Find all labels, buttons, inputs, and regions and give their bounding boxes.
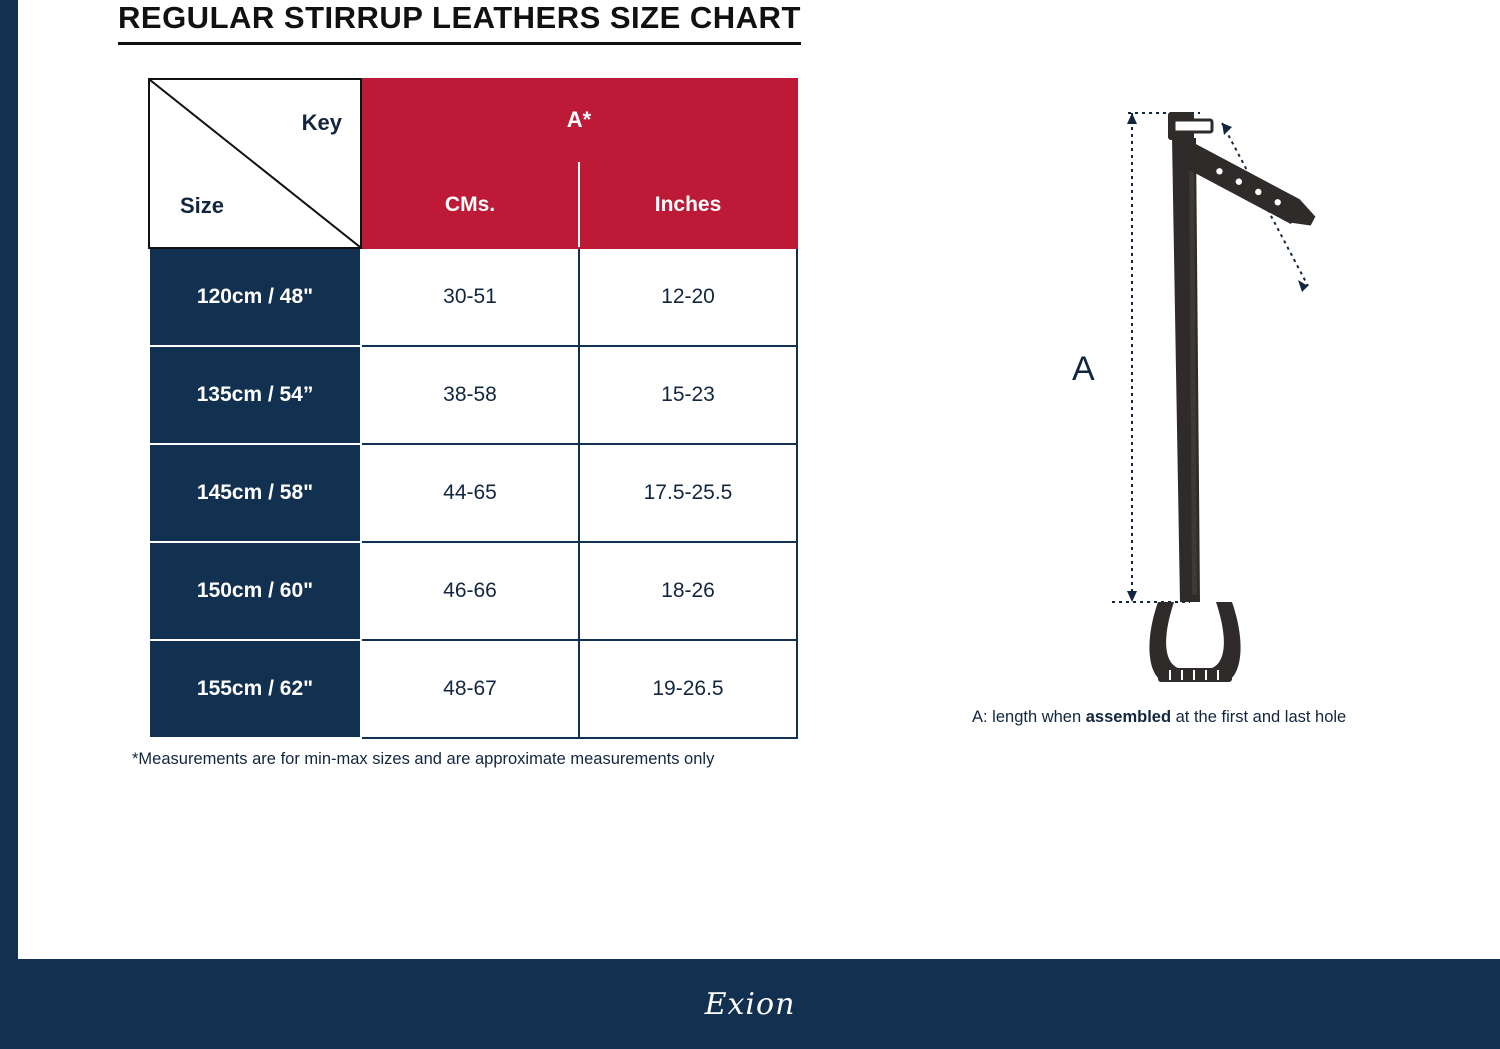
row-size-label: 155cm / 62" xyxy=(149,640,361,738)
diagram-caption xyxy=(972,708,1346,727)
caption-suffix: at the first and last hole xyxy=(1171,708,1347,726)
key-axis-label: Key xyxy=(301,110,342,135)
table-row xyxy=(149,640,797,738)
row-value-cms: 38-58 xyxy=(361,346,579,444)
row-size-label: 150cm / 60" xyxy=(149,542,361,640)
row-value-cms: 44-65 xyxy=(361,444,579,542)
table-row xyxy=(149,346,797,444)
row-value-cms: 46-66 xyxy=(361,542,579,640)
table-corner-cell xyxy=(149,79,361,248)
row-value-cms: 48-67 xyxy=(361,640,579,738)
column-group-header-a: A* xyxy=(361,79,797,161)
page-title: REGULAR STIRRUP LEATHERS SIZE CHART xyxy=(118,0,801,45)
row-value-inches: 17.5-25.5 xyxy=(579,444,797,542)
row-value-inches: 19-26.5 xyxy=(579,640,797,738)
table-header-row-1 xyxy=(149,79,797,161)
table-row xyxy=(149,248,797,346)
row-size-label: 120cm / 48" xyxy=(149,248,361,346)
caption-prefix: A: length when xyxy=(972,708,1086,726)
row-value-cms: 30-51 xyxy=(361,248,579,346)
caption-bold-word: assembled xyxy=(1085,708,1172,726)
stirrup-leather-illustration-icon xyxy=(1040,90,1460,710)
footer-bar xyxy=(0,959,1500,1049)
size-chart-table xyxy=(148,78,798,739)
column-header-cms: CMs. xyxy=(361,161,579,248)
row-value-inches: 18-26 xyxy=(579,542,797,640)
row-value-inches: 15-23 xyxy=(579,346,797,444)
brand-logo: Exion xyxy=(704,986,796,1022)
row-value-inches: 12-20 xyxy=(579,248,797,346)
left-accent-bar xyxy=(0,0,18,1049)
size-axis-label: Size xyxy=(180,193,225,218)
row-size-label: 145cm / 58" xyxy=(149,444,361,542)
table-row xyxy=(149,444,797,542)
measurement-footnote: *Measurements are for min-max sizes and are approximate measurements only xyxy=(132,750,715,768)
table-row xyxy=(149,542,797,640)
row-size-label: 135cm / 54” xyxy=(149,346,361,444)
dimension-label-a: A xyxy=(1072,350,1095,388)
stirrup-leather-diagram xyxy=(1040,90,1460,710)
diagonal-divider-icon xyxy=(150,80,360,247)
column-header-inches: Inches xyxy=(579,161,797,248)
